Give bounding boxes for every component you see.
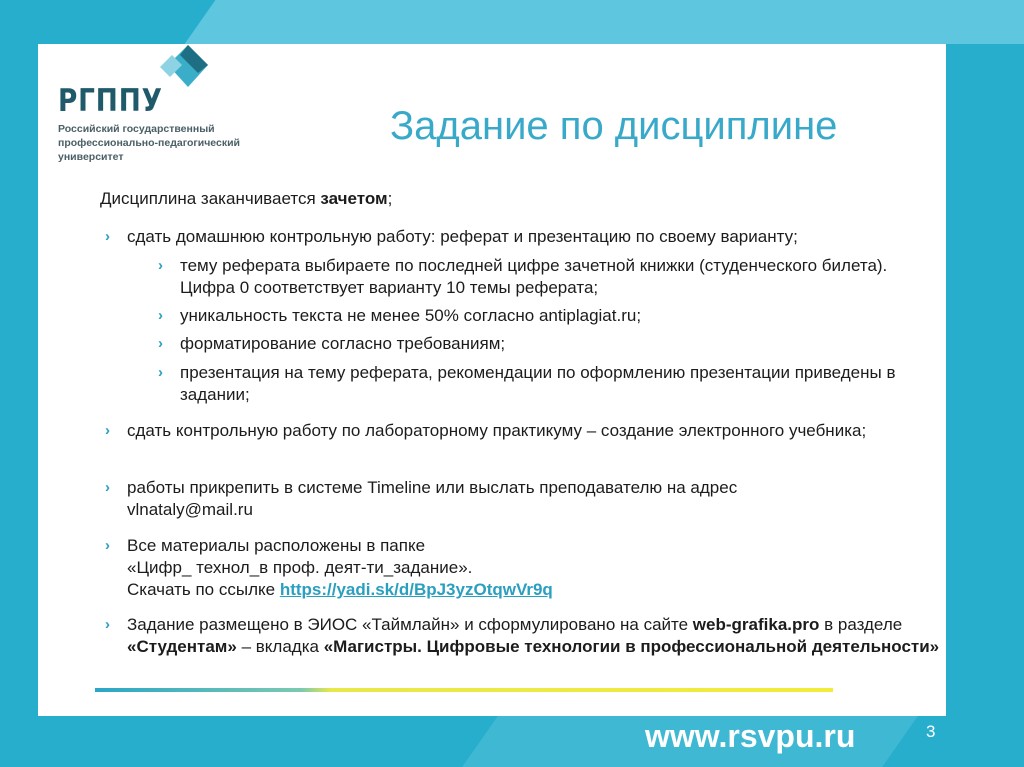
item-text: форматирование согласно требованиям; bbox=[180, 334, 506, 353]
chevron-icon: › bbox=[158, 257, 163, 274]
item-text: тему реферата выбираете по последней цифре зачетной книжки (студенческого билета). Цифра 0 соответствует варианту 10 темы реферата; bbox=[180, 256, 888, 297]
intro-label: Дисциплина заканчивается bbox=[100, 189, 321, 208]
list-item bbox=[105, 477, 867, 521]
chevron-icon: › bbox=[105, 616, 110, 633]
item-text: – вкладка bbox=[236, 637, 324, 656]
item-text: Скачать по ссылке bbox=[127, 580, 280, 599]
item-text: «Цифр_ технол_в проф. деят-ти_задание». bbox=[127, 558, 473, 577]
item-text: в разделе bbox=[819, 615, 903, 634]
intro-end: ; bbox=[387, 189, 393, 208]
list-item bbox=[158, 305, 940, 327]
item-text: уникальность текста не менее 50% согласно antiplagiat.ru; bbox=[180, 306, 642, 325]
item-text: работы прикрепить в системе Timeline или выслать преподавателю на адрес vlnataly@mail.ru bbox=[127, 478, 738, 519]
site-name: web-grafika.pro bbox=[692, 615, 820, 634]
item-text: презентация на тему реферата, рекомендации по оформлению презентации приведены в задании; bbox=[180, 363, 896, 404]
chevron-icon: › bbox=[105, 228, 110, 245]
chevron-icon: › bbox=[158, 307, 163, 324]
section-name: «Студентам» bbox=[127, 637, 237, 656]
download-link[interactable]: https://yadi.sk/d/BpJ3yzOtqwVr9q bbox=[279, 580, 553, 599]
logo-name: РГППУ bbox=[58, 83, 163, 119]
chevron-icon: › bbox=[105, 422, 110, 439]
list-item bbox=[105, 420, 917, 442]
item-text: сдать домашнюю контрольную работу: реферат и презентацию по своему варианту; bbox=[127, 227, 798, 246]
page-number: 3 bbox=[926, 722, 936, 741]
item-text: Задание размещено в ЭИОС «Таймлайн» и сформулировано на сайте bbox=[127, 615, 693, 634]
item-text: сдать контрольную работу по лабораторному практикуму – создание электронного учебника; bbox=[127, 421, 867, 440]
logo-subtitle: Российский государственный профессионально-педагогический университет bbox=[58, 123, 240, 163]
list-item bbox=[158, 255, 940, 299]
intro-text bbox=[100, 188, 392, 210]
chevron-icon: › bbox=[158, 364, 163, 381]
list-item bbox=[105, 226, 937, 248]
chevron-icon: › bbox=[105, 537, 110, 554]
chevron-icon: › bbox=[105, 479, 110, 496]
list-item bbox=[105, 535, 937, 601]
item-text: Все материалы расположены в папке bbox=[127, 536, 426, 555]
logo-diamond-icon bbox=[158, 45, 218, 95]
slide-title: Задание по дисциплине bbox=[390, 104, 838, 148]
intro-bold: зачетом bbox=[320, 189, 388, 208]
list-item bbox=[158, 362, 940, 406]
chevron-icon: › bbox=[158, 335, 163, 352]
divider-line bbox=[95, 688, 833, 692]
background-stripe bbox=[185, 0, 1024, 44]
footer-url: www.rsvpu.ru bbox=[645, 718, 856, 754]
list-item bbox=[158, 333, 940, 355]
tab-name: «Магистры. Цифровые технологии в профессиональной деятельности» bbox=[323, 637, 940, 656]
list-item bbox=[105, 614, 947, 658]
